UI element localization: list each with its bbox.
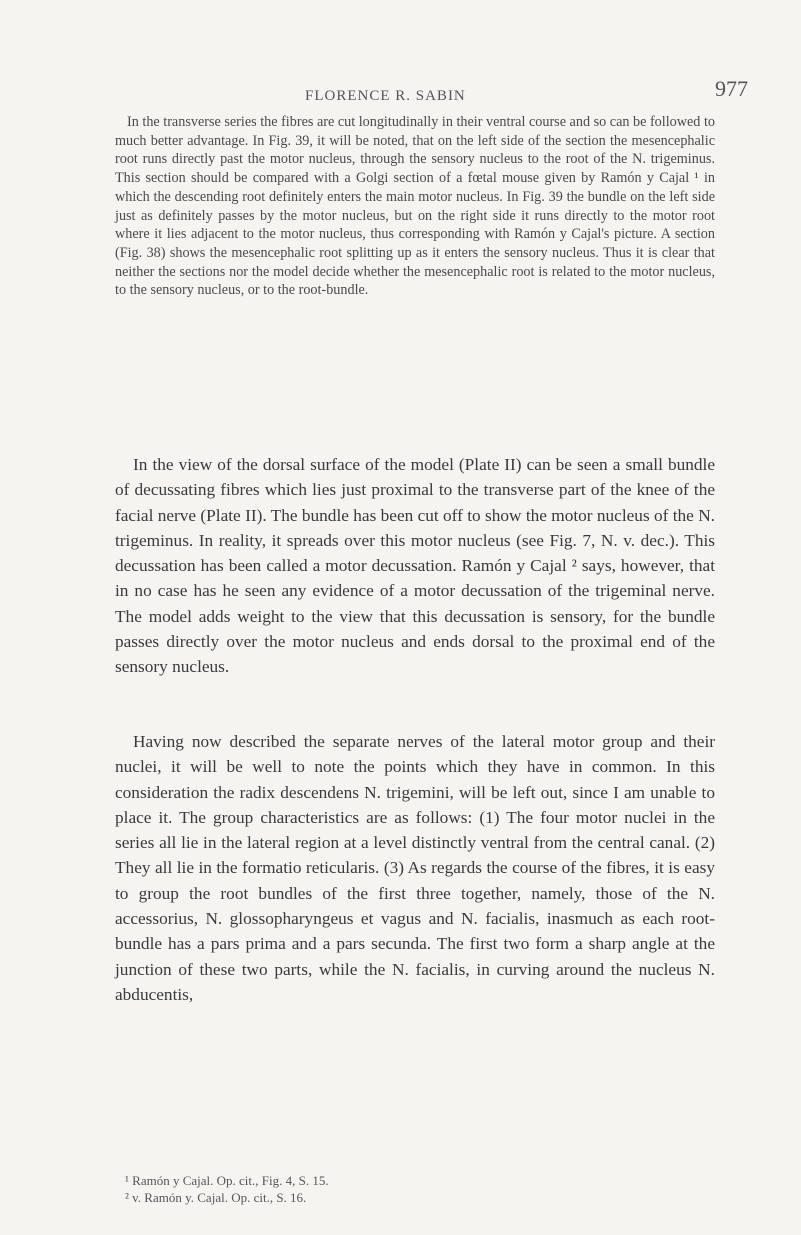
body-paragraph-2: In the view of the dorsal surface of the model (Plate II) can be seen a small bundle of decussating fibres which lies just proximal to the transverse part of the knee of the facial nerve (Plate II). The bundle has been cut off to show the motor nucleus of the N. trigeminus. In reality, it spreads over this motor nucleus (see Fig. 7, N. v. dec.). This decussation has been called a motor decussation. Ramón y Cajal ² says, however, that in no case has he seen any evidence of a motor decussation of the trigeminal nerve. The model adds weight to the view that this decussation is sensory, for the bundle passes directly over the motor nucleus and ends dorsal to the proximal end of the sensory nucleus. (115, 455, 715, 677)
body-paragraph-1: In the transverse series the fibres are cut longitudinally in their ventral course and so can be followed to much better advantage. In Fig. 39, it will be noted, that on the left side of the section the mesencephalic root runs directly past the motor nucleus, through the sensory nucleus to the root of the N. trigeminus. This section should be compared with a Golgi section of a fœtal mouse given by Ramón y Cajal ¹ in which the descending root definitely enters the main motor nucleus. In Fig. 39 the bundle on the left side just as definitely passes by the motor nucleus, but on the right side it runs directly to the motor root where it lies adjacent to the motor nucleus, thus corresponding with Ramón y Cajal's picture. A section (Fig. 38) shows the mesencephalic root splitting up as it enters the sensory nucleus. Thus it is clear that neither the sections nor the model decide whether the mesencephalic root is related to the motor nucleus, to the sensory nucleus, or to the root-bundle. (115, 114, 715, 299)
running-head: FLORENCE R. SABIN (305, 88, 466, 104)
footnotes (125, 1172, 625, 1206)
page-number: 977 (715, 76, 748, 101)
body-paragraph-3: Having now described the separate nerves of the lateral motor group and their nuclei, it will be well to note the points which they have in common. In this consideration the radix descendens N. trigemini, will be left out, since I am unable to place it. The group characteristics are as follows: (1) The four motor nuclei in the series all lie in the lateral region at a level distinctly ventral from the central canal. (2) They all lie in the formatio reticularis. (3) As regards the course of the fibres, it is easy to group the root bundles of the first three together, namely, those of the N. accessorius, N. glossopharyngeus et vagus and N. facialis, inasmuch as each root-bundle has a pars prima and a pars secunda. The first two form a sharp angle at the junction of these two parts, while the N. facialis, in curving around the nucleus N. abducentis, (115, 732, 715, 1004)
footnote-2: ² v. Ramón y. Cajal. Op. cit., S. 16. (125, 1190, 307, 1205)
footnote-1: ¹ Ramón y Cajal. Op. cit., Fig. 4, S. 15. (125, 1173, 329, 1188)
